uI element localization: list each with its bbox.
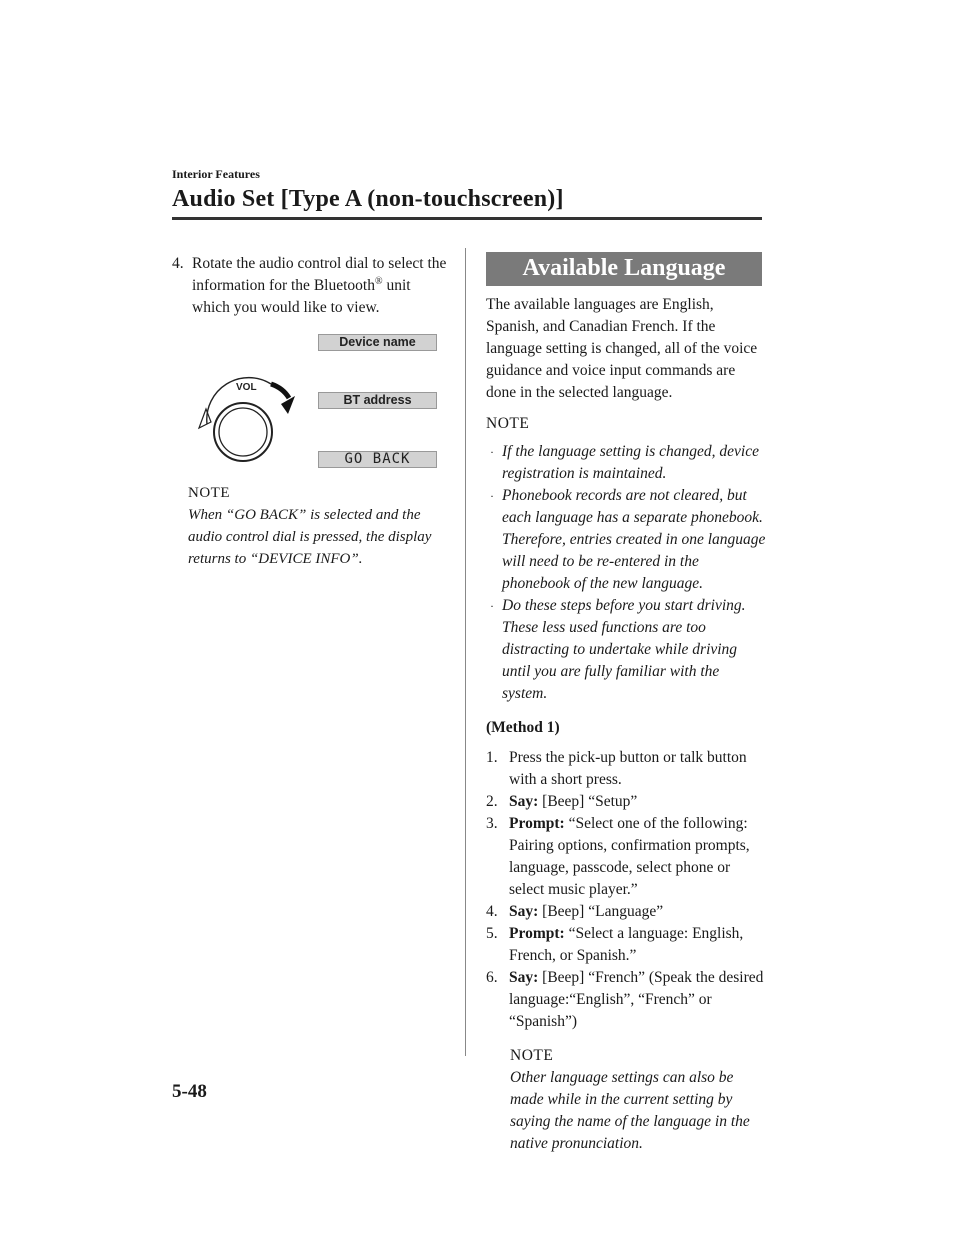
note-heading: NOTE	[188, 485, 230, 501]
left-column	[172, 253, 452, 319]
step-item: 2. Say: [Beep] “Setup”	[486, 793, 638, 810]
step-number: 4.	[172, 255, 184, 272]
step-item: 6. Say: [Beep] “French” (Speak the desired language:“English”, “French” or “Spanish”)	[486, 969, 764, 1030]
method-heading: (Method 1)	[486, 719, 560, 736]
note-heading: NOTE	[510, 1047, 554, 1064]
note-left	[188, 482, 450, 570]
note-method	[510, 1045, 766, 1155]
page-number: 5-48	[172, 1081, 207, 1102]
display-bt-address: BT address	[318, 392, 437, 409]
display-go-back: GO BACK	[318, 451, 437, 468]
bullet-icon: ·	[490, 489, 494, 503]
step-item: 1. Press the pick-up button or talk button with a short press.	[486, 749, 747, 788]
note-text: When “GO BACK” is selected and the audio control dial is pressed, the display returns to “DEVICE INFO”.	[188, 507, 432, 567]
section-label: Interior Features	[172, 167, 260, 181]
column-divider	[465, 248, 466, 1056]
right-column	[486, 294, 766, 1155]
audio-control-dial-icon	[195, 360, 305, 472]
note-bullets	[490, 441, 766, 705]
available-language-heading: Available Language	[486, 252, 762, 286]
bullet-item: · If the language setting is changed, device registration is maintained.	[490, 441, 766, 485]
note-text: Other language settings can also be made while in the current setting by saying the name of the language in the native pronunciation.	[510, 1069, 750, 1152]
step-item: 4. Say: [Beep] “Language”	[486, 903, 664, 920]
display-device-name: Device name	[318, 334, 437, 351]
method-steps	[486, 747, 766, 1033]
page-title: Audio Set [Type A (non-touchscreen)]	[172, 186, 564, 212]
intro-paragraph: The available languages are English, Spanish, and Canadian French. If the language setting is changed, all of the voice guidance and voice input commands are done in the selected language.	[486, 296, 758, 401]
title-rule	[172, 217, 762, 220]
bullet-icon: ·	[490, 599, 494, 613]
bullet-item: · Phonebook records are not cleared, but each language has a separate phonebook. Therefore, entries created in one language will need to be re-entered in the phonebook of the new language.	[490, 485, 766, 595]
bullet-item: · Do these steps before you start driving. These less used functions are too distracting to undertake while driving until you are fully familiar with the system.	[490, 595, 766, 705]
step-4	[172, 253, 452, 319]
note-heading: NOTE	[486, 415, 530, 432]
step-item: 3. Prompt: “Select one of the following: Pairing options, confirmation prompts, language, passcode, select phone or select music player.”	[486, 815, 750, 898]
bullet-icon: ·	[490, 445, 494, 459]
step-text: Rotate the audio control dial to select the information for the Bluetooth® unit which you would like to view.	[192, 255, 447, 316]
dial-figure	[195, 330, 445, 475]
step-item: 5. Prompt: “Select a language: English, French, or Spanish.”	[486, 925, 744, 964]
svg-text:VOL: VOL	[236, 382, 257, 393]
